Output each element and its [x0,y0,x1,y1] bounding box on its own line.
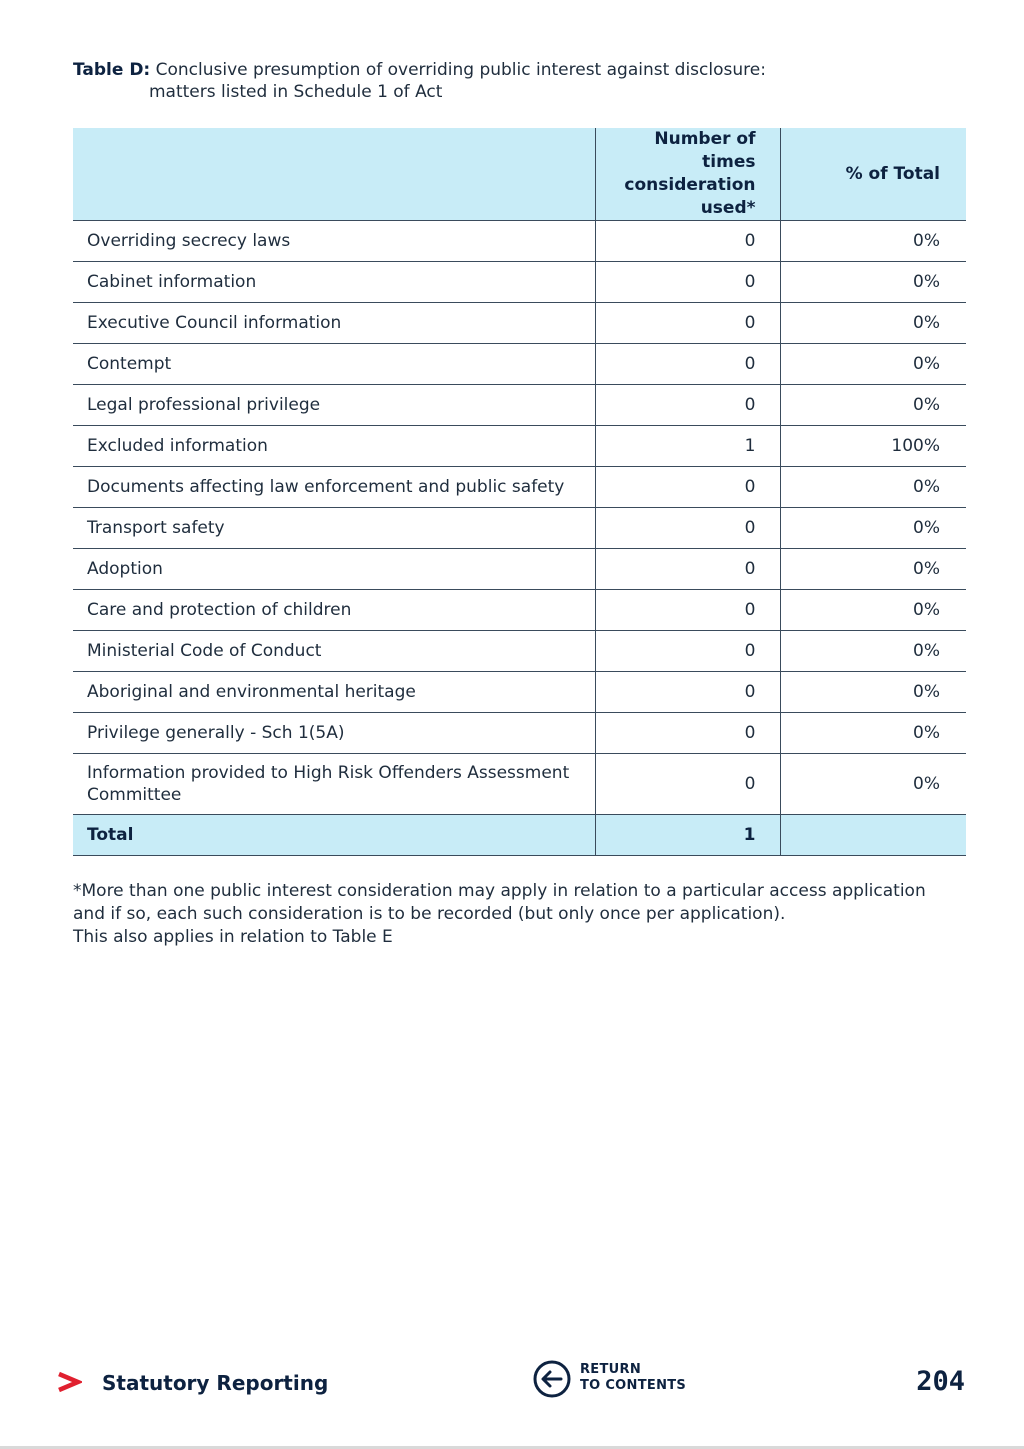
table-total-row [73,815,966,856]
return-to-contents-label [580,1362,686,1394]
footnote-line-3: This also applies in relation to Table E [73,927,393,947]
page-number: 204 [916,1366,965,1397]
row-percent: 0% [780,303,966,344]
row-label: Overriding secrecy laws [73,221,595,262]
row-percent: 0% [780,713,966,754]
footnote-line-1: *More than one public interest consideration may apply in relation to a particular access application [73,881,926,901]
header-percent: % of Total [780,128,966,221]
schedule-1-table [73,128,966,856]
table-caption [73,59,933,103]
row-percent: 0% [780,262,966,303]
header-category [73,128,595,221]
row-percent: 0% [780,590,966,631]
table-row [73,467,966,508]
row-count: 0 [595,262,780,303]
row-count: 0 [595,590,780,631]
caption-text-2: matters listed in Schedule 1 of Act [149,82,443,102]
row-percent: 0% [780,549,966,590]
caption-text-1: Conclusive presumption of overriding public interest against disclosure: [155,60,766,80]
page-footer [0,1352,1024,1412]
row-percent: 0% [780,467,966,508]
row-count: 0 [595,713,780,754]
row-count: 0 [595,385,780,426]
return-to-contents-button[interactable] [532,1359,702,1399]
return-line-1: RETURN [580,1362,642,1377]
row-label: Care and protection of children [73,590,595,631]
table-row [73,631,966,672]
row-label: Information provided to High Risk Offenders Assessment Committee [73,754,595,815]
row-label: Excluded information [73,426,595,467]
caption-label: Table D: [73,60,151,80]
table-row [73,385,966,426]
row-count: 0 [595,672,780,713]
chevron-right-icon [56,1370,82,1394]
row-label: Privilege generally - Sch 1(5A) [73,713,595,754]
table-row [73,590,966,631]
footnote-line-2: and if so, each such consideration is to be recorded (but only once per application). [73,904,786,924]
row-count: 0 [595,221,780,262]
table-row [73,303,966,344]
table-row [73,221,966,262]
caption-line-1 [73,59,933,81]
table-body [73,221,966,815]
row-label: Legal professional privilege [73,385,595,426]
table-row [73,508,966,549]
row-count: 0 [595,303,780,344]
row-count: 0 [595,467,780,508]
row-label: Adoption [73,549,595,590]
table-row [73,344,966,385]
row-label: Documents affecting law enforcement and public safety [73,467,595,508]
header-count: Number of times consideration used* [595,128,780,221]
table-row [73,262,966,303]
table-row [73,672,966,713]
arrow-left-circle-icon [532,1359,572,1399]
row-percent: 100% [780,426,966,467]
row-label: Executive Council information [73,303,595,344]
footnote [73,880,973,949]
table-row [73,754,966,815]
row-percent: 0% [780,672,966,713]
row-count: 0 [595,631,780,672]
row-count: 0 [595,344,780,385]
table-row [73,713,966,754]
row-label: Ministerial Code of Conduct [73,631,595,672]
row-percent: 0% [780,221,966,262]
row-count: 0 [595,754,780,815]
row-percent: 0% [780,631,966,672]
row-count: 0 [595,549,780,590]
table-row [73,426,966,467]
section-title: Statutory Reporting [102,1371,329,1395]
total-label: Total [73,815,595,856]
row-percent: 0% [780,508,966,549]
row-percent: 0% [780,754,966,815]
row-percent: 0% [780,385,966,426]
row-label: Contempt [73,344,595,385]
return-line-2: TO CONTENTS [580,1378,687,1393]
table-row [73,549,966,590]
table-header-row [73,128,966,221]
total-percent [780,815,966,856]
row-percent: 0% [780,344,966,385]
row-label: Aboriginal and environmental heritage [73,672,595,713]
row-label: Transport safety [73,508,595,549]
total-count: 1 [595,815,780,856]
row-count: 1 [595,426,780,467]
row-label: Cabinet information [73,262,595,303]
row-count: 0 [595,508,780,549]
